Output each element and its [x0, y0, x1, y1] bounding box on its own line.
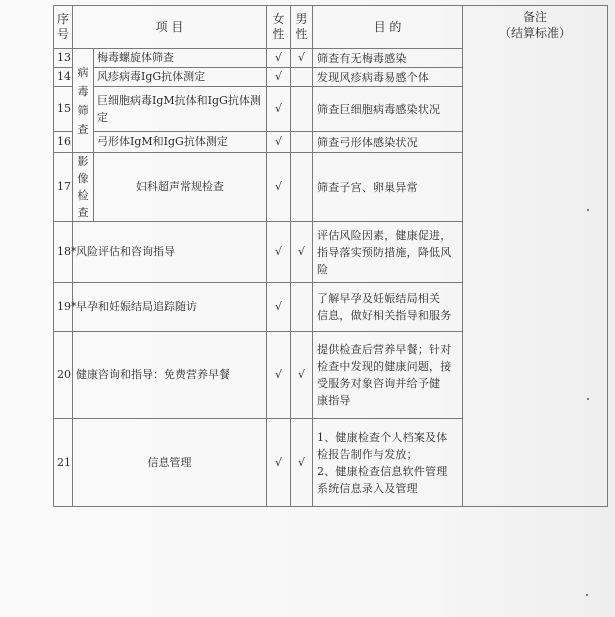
row-item: 巨细胞病毒IgM抗体和IgG抗体测 定 [94, 87, 267, 132]
female-check: √ [267, 49, 291, 68]
female-check: √ [267, 222, 291, 283]
female-check: √ [267, 87, 291, 132]
row-item: 弓形体IgM和IgG抗体测定 [94, 132, 267, 153]
female-check: √ [267, 283, 291, 332]
female-header: 女 性 [267, 6, 291, 49]
row-seq: 17 [54, 153, 73, 222]
group-virus-screening: 病 毒 筛 查 [73, 49, 94, 153]
note-column: 备注 （结算标准） [463, 6, 608, 507]
scan-speck [587, 209, 589, 211]
row-purpose: 筛查子宫、卵巢异常 [313, 153, 463, 222]
male-check [291, 283, 313, 332]
male-check: √ [291, 222, 313, 283]
row-purpose: 筛查弓形体感染状况 [313, 132, 463, 153]
row-item: 梅毒螺旋体筛查 [94, 49, 267, 68]
row-purpose: 发现风疹病毒易感个体 [313, 68, 463, 87]
row-purpose: 1、健康检查个人档案及体 检报告制作与发放； 2、健康检查信息软件管理 系统信息录入及管理 [313, 419, 463, 507]
row-seq: 16 [54, 132, 73, 153]
service-items-table [53, 5, 608, 507]
table-header-row [54, 6, 608, 49]
row-purpose: 提供检查后营养早餐；针对 检查中发现的健康问题，接 受服务对象咨询并给予健 康指导 [313, 332, 463, 419]
male-check [291, 87, 313, 132]
male-check [291, 153, 313, 222]
row-purpose: 了解早孕及妊娠结局相关 信息，做好相关指导和服务 [313, 283, 463, 332]
row-item: 健康咨询和指导：免费营养早餐 [73, 332, 267, 419]
row-purpose: 评估风险因素，健康促进， 指导落实预防措施，降低风 险 [313, 222, 463, 283]
row-purpose: 筛查有无梅毒感染 [313, 49, 463, 68]
scan-speck [587, 398, 589, 400]
group-imaging: 影像 检查 [73, 153, 94, 222]
row-seq: 21 [54, 419, 73, 507]
male-header: 男 性 [291, 6, 313, 49]
male-check: √ [291, 332, 313, 419]
row-item: 妇科超声常规检查 [94, 153, 267, 222]
scan-speck [586, 594, 588, 596]
row-seq: 13 [54, 49, 73, 68]
row-item: 风疹病毒IgG抗体测定 [94, 68, 267, 87]
row-item: 风险评估和咨询指导 [73, 222, 267, 283]
male-check [291, 132, 313, 153]
row-purpose: 筛查巨细胞病毒感染状况 [313, 87, 463, 132]
row-item: 信息管理 [73, 419, 267, 507]
row-seq: 14 [54, 68, 73, 87]
purpose-header: 目 的 [313, 6, 463, 49]
row-item: 早孕和妊娠结局追踪随访 [73, 283, 267, 332]
row-seq: 20 [54, 332, 73, 419]
female-check: √ [267, 419, 291, 507]
row-seq: 15 [54, 87, 73, 132]
male-check: √ [291, 419, 313, 507]
item-header: 项 目 [73, 6, 267, 49]
female-check: √ [267, 153, 291, 222]
male-check: √ [291, 49, 313, 68]
female-check: √ [267, 132, 291, 153]
male-check [291, 68, 313, 87]
female-check: √ [267, 68, 291, 87]
row-seq: 18* [54, 222, 73, 283]
seq-header: 序 号 [54, 6, 73, 49]
female-check: √ [267, 332, 291, 419]
row-seq: 19* [54, 283, 73, 332]
